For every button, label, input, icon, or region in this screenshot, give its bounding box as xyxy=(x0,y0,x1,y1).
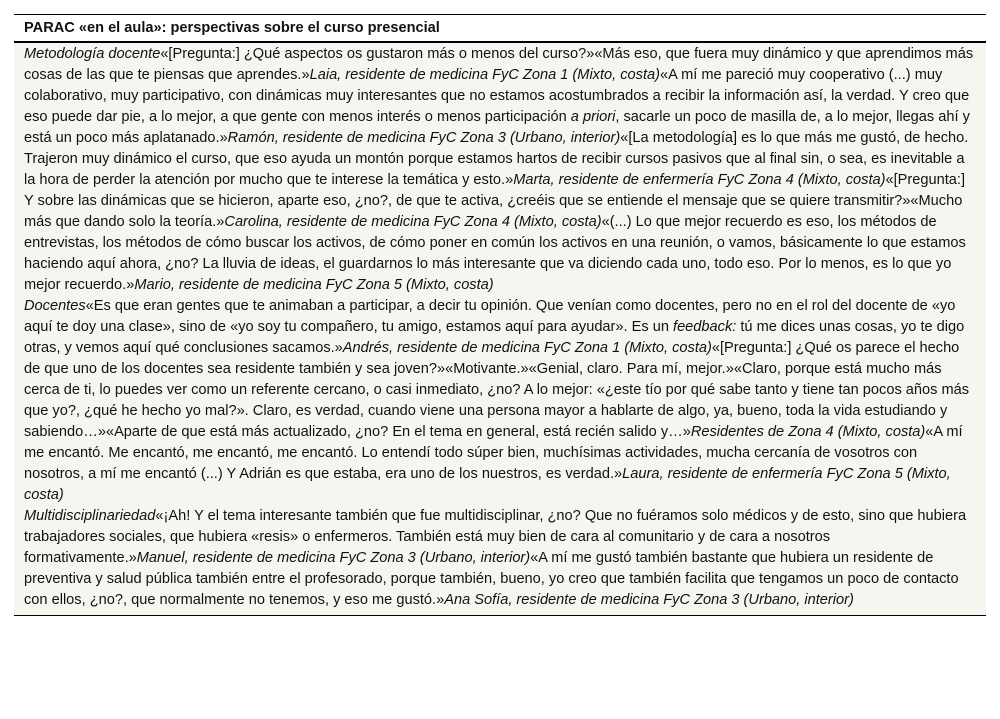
speaker-attribution: Marta, residente de enfermería FyC Zona 4 (Mixto, costa) xyxy=(513,172,886,188)
speaker-attribution: Manuel, residente de medicina FyC Zona 3 (Urbano, interior) xyxy=(136,550,531,566)
quote-text: «[Pregunta:] Y sobre las dinámicas que se hicieron, aparte eso, ¿no?, de que te activa, ¿creéis que se entiende el mensaje que se quiere transmitir?»«Mucho más que dando solo la teoría.» xyxy=(24,172,965,230)
speaker-attribution: Residentes de Zona 4 (Mixto, costa) xyxy=(690,424,926,440)
quote-text: «¡Ah! Y el tema interesante también que fue multidisciplinar, ¿no? Que no fuéramos solo médicos y de esto, sino que hubiera trabajadores sociales, que hubiera «resis» o enfermeros. También está muy bien de cara al comunitario y de cara a nosotros formativamente.» xyxy=(24,508,967,566)
speaker-attribution: Ana Sofía, residente de medicina FyC Zona 3 (Urbano, interior) xyxy=(444,592,854,608)
section-heading-metodologia: Metodología docente xyxy=(24,46,161,62)
section-multidisciplinariedad xyxy=(24,506,976,611)
section-docentes xyxy=(24,296,976,506)
quote-text: «[Pregunta:] ¿Qué aspectos os gustaron más o menos del curso?»«Más eso, que fuera muy dinámico y que aprendimos más cosas de las que te piensas que aprendes.» xyxy=(24,46,974,83)
section-heading-docentes: Docentes xyxy=(24,298,86,314)
quote-text: , sacarle un poco de masilla de, a lo mejor, llegas ahí y está un poco más aplatanado.» xyxy=(24,109,970,146)
section-metodologia-docente xyxy=(24,44,976,296)
quote-text: «[Pregunta:] ¿Qué os parece el hecho de que uno de los docentes sea residente también y sea joven?»«Motivante.»«Genial, claro. Para mí, mejor.»«Claro, porque está mucho más cerca de ti, lo puedes ver como un referente cercano, o casi inmediato, ¿no? A lo mejor: «¿este tío por qué sabe tanto y tiene tan pocos años más que yo?, ¿qué he hecho yo mal?». Claro, es verdad, cuando viene una persona mayor a hablarte de algo, ya, bueno, toda la vida estudiando y sabiendo…»«Aparte de que está más actualizado, ¿no? En el tema en general, está recién salido y…» xyxy=(24,340,970,440)
speaker-attribution: Carolina, residente de medicina FyC Zona 4 (Mixto, costa) xyxy=(224,214,602,230)
speaker-attribution: Laura, residente de enfermería FyC Zona 5 (Mixto, costa) xyxy=(24,466,951,503)
quote-text: tú me dices unas cosas, yo te digo otras, y vemos aquí qué conclusiones sacamos.» xyxy=(24,319,965,356)
table-title: PARAC «en el aula»: perspectivas sobre el curso presencial xyxy=(14,15,986,43)
emphasis-term: a priori xyxy=(570,109,616,125)
quote-text: «(...) Lo que mejor recuerdo es eso, los métodos de entrevistas, los métodos de cómo buscar los activos, de cómo poner en común los activos en una reunión, o vamos, básicamente lo que estamos haciendo aquí ahora, ¿no? La lluvia de ideas, el guardarnos lo más interesante que va diciendo cada uno, todo eso. Por lo menos, es lo que yo mejor recuerdo.» xyxy=(24,214,966,293)
quote-text: «Es que eran gentes que te animaban a participar, a decir tu opinión. Que venían como docentes, pero no en el rol del docente de «yo aquí te doy una clase», sino de «yo soy tu compañero, tu amigo, estamos aquí para ayudar». Es un xyxy=(24,298,956,335)
speaker-attribution: Andrés, residente de medicina FyC Zona 1 (Mixto, costa) xyxy=(342,340,712,356)
table-body xyxy=(14,43,986,616)
quote-text: «A mí me gustó también bastante que hubiera un residente de preventiva y salud pública también entre el profesorado, porque también, bueno, yo creo que también facilita que tengamos un poco de contacto con ellos, ¿no?, que normalmente no tenemos, y eso me gustó.» xyxy=(24,550,959,608)
quote-text: «A mí me encantó. Me encantó, me encantó, me encantó. Lo entendí todo súper bien, muchísimas actividades, mucha cercanía de vosotros con nosotros, a mí me encantó (...) Y Adrián es que estaba, era uno de los nuestros, es verdad.» xyxy=(24,424,963,482)
quotes-table xyxy=(14,14,986,616)
section-heading-multidisciplinariedad: Multidisciplinariedad xyxy=(24,508,156,524)
quote-text: «[La metodología] es lo que más me gustó, de hecho. Trajeron muy dinámico el curso, que eso ayuda un montón porque estamos hartos de recibir cursos pasivos que al final sin, o sea, es inevitable a la hora de perder la atención por mucho que te interese la temática y esto.» xyxy=(24,130,969,188)
speaker-attribution: Mario, residente de medicina FyC Zona 5 (Mixto, costa) xyxy=(134,277,494,293)
speaker-attribution: Laia, residente de medicina FyC Zona 1 (Mixto, costa) xyxy=(309,67,661,83)
quote-text: «A mí me pareció muy cooperativo (...) muy colaborativo, muy participativo, con dinámicas muy interesantes que no estamos acostumbrados a recibir la información así, la verdad. Y creo que eso puede dar pie, a lo mejor, a que gente con menos interés o menos participación xyxy=(24,67,970,125)
speaker-attribution: Ramón, residente de medicina FyC Zona 3 (Urbano, interior) xyxy=(227,130,621,146)
emphasis-term: feedback: xyxy=(673,319,737,335)
